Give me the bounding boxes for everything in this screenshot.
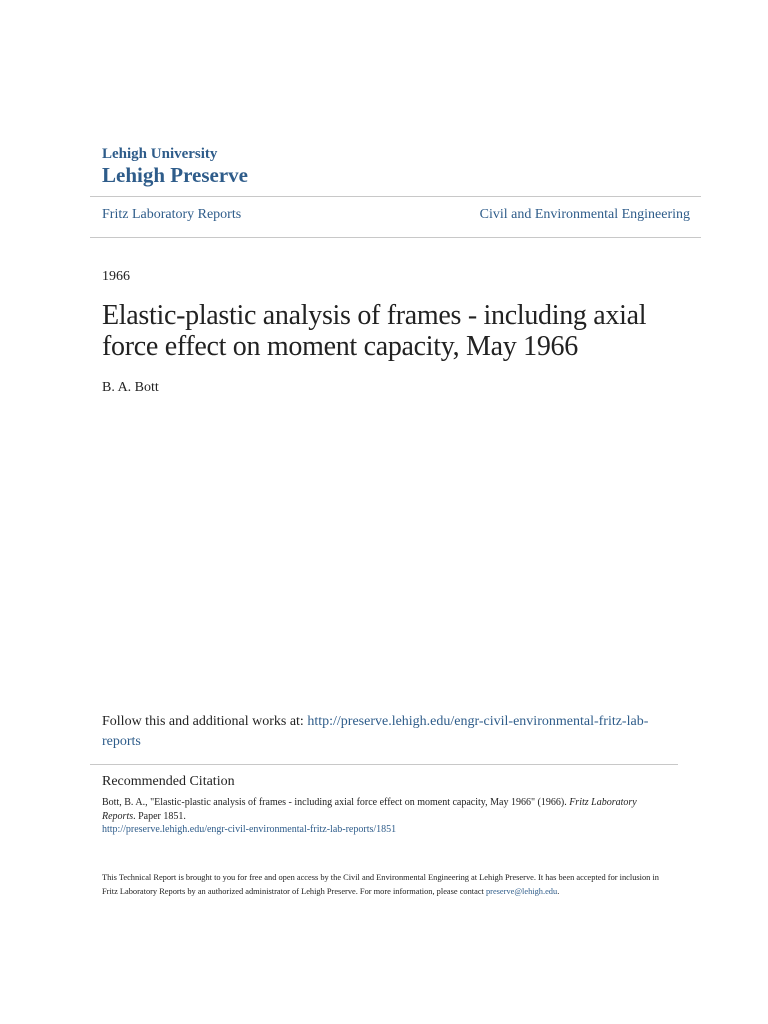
access-notice [102,871,672,898]
paper-author: B. A. Bott [102,380,159,395]
citation-series: Fritz Laboratory Reports [102,797,637,822]
citation-text: Bott, B. A., "Elastic-plastic analysis of frames - including axial force effect on moment capacity, May 1966" (1966). [102,797,570,808]
collection-nav [102,205,690,225]
repository-header [102,145,662,187]
follow-works-link[interactable]: http://preserve.lehigh.edu/engr-civil-environmental-fritz-lab-reports [102,714,649,749]
citation-link[interactable]: http://preserve.lehigh.edu/engr-civil-environmental-fritz-lab-reports/1851 [102,824,397,835]
citation-divider [90,764,678,765]
repository-name[interactable]: Lehigh Preserve [102,163,248,187]
notice-text: This Technical Report is brought to you for free and open access by the Civil and Environmental Engineering at Lehigh Preserve. It has been accepted for inclusion in Fritz Laboratory Reports by an authorized administrator of Lehigh Preserve. For more information, please contact [102,873,659,896]
nav-divider [90,237,701,238]
publication-year: 1966 [102,269,130,284]
citation-paper-number: . Paper 1851. [133,810,186,822]
university-name[interactable]: Lehigh University [102,146,218,162]
civil-env-engineering-link[interactable]: Civil and Environmental Engineering [479,207,690,222]
notice-end: . [557,886,560,896]
follow-works [102,712,672,752]
follow-prefix: Follow this and additional works at: [102,714,308,729]
contact-email-link[interactable]: preserve@lehigh.edu [485,886,558,896]
citation-heading: Recommended Citation [102,774,235,789]
paper-title: Elastic-plastic analysis of frames - including axial force effect on moment capacity, May 1966 [102,300,647,362]
citation-body [102,796,662,837]
top-divider [90,196,701,197]
fritz-lab-reports-link[interactable]: Fritz Laboratory Reports [102,207,242,222]
